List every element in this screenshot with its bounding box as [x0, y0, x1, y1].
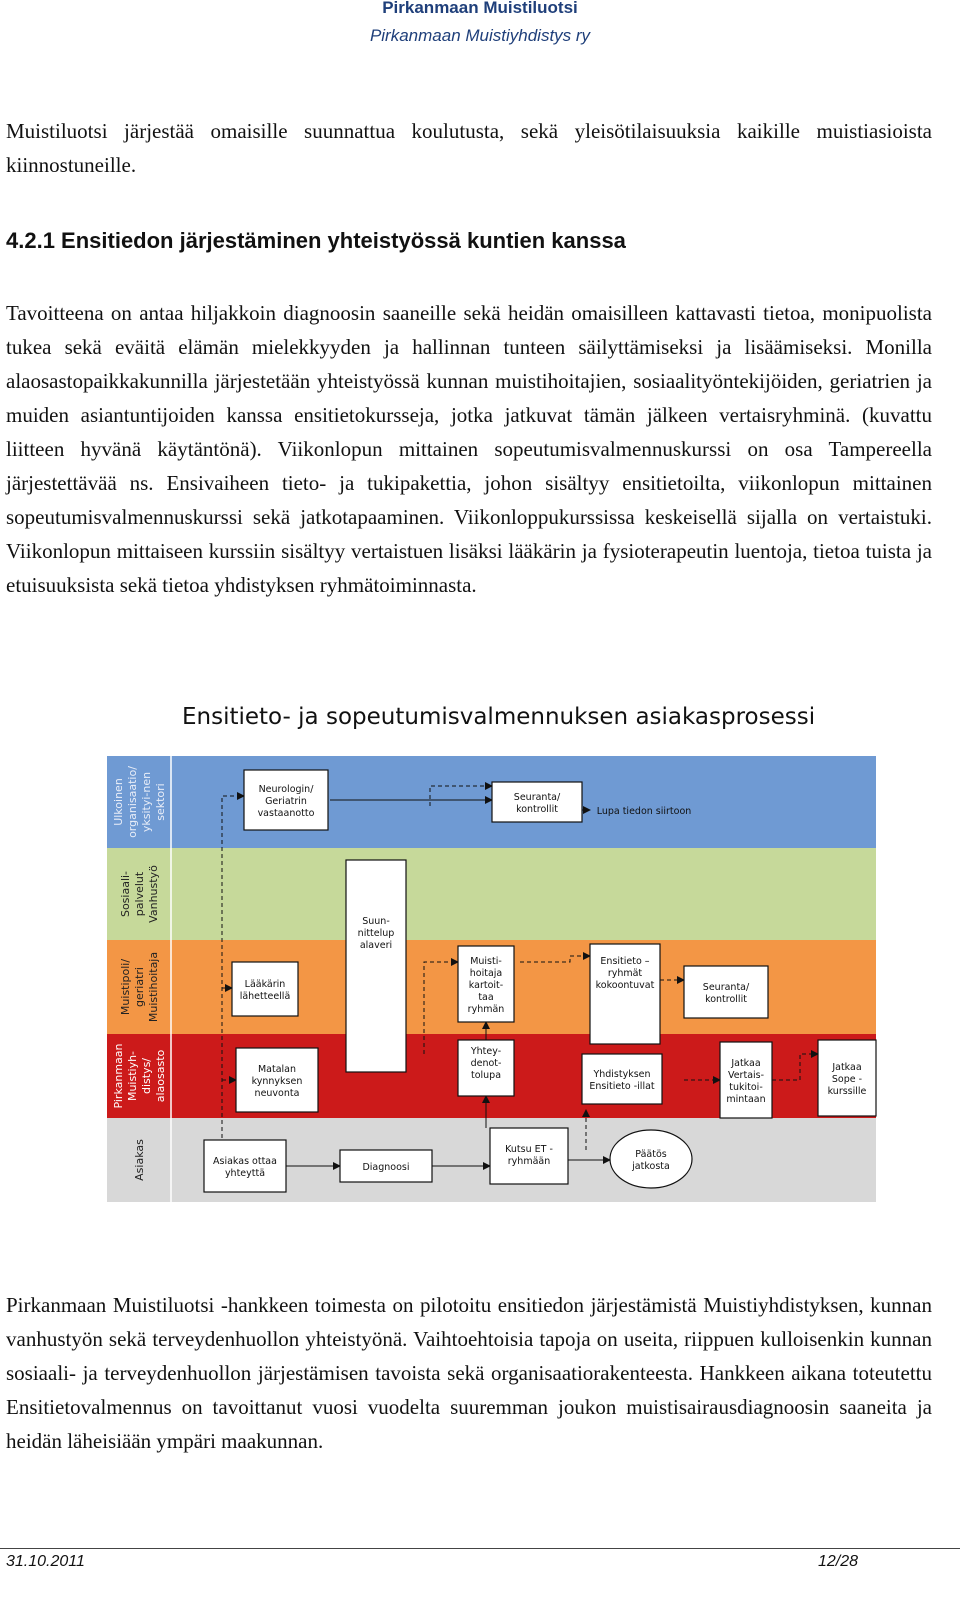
box-label: tukitoi- — [729, 1082, 763, 1093]
adaptation-course-box — [818, 1040, 876, 1116]
swimlane-label: Muistiyh- — [126, 1050, 139, 1102]
box-label: Lääkärin — [244, 979, 286, 990]
peer-support-box — [720, 1042, 772, 1118]
box-label: Seuranta/ — [702, 982, 750, 993]
box-label: Vertais- — [727, 1070, 765, 1081]
box-label: Päätös — [635, 1149, 667, 1160]
section-paragraph: Tavoitteena on antaa hiljakkoin diagnoosin saaneille sekä heidän omaisilleen kattavasti tietoa, monipuolista tukea sekä eväitä elämän mielekkyyden ja hallinnan tunteen säilyttämiseksi ja lisäämiseksi. Monilla alaosastopaikkakunnilla järjestetään yhteistyössä kunnan muistihoitajien, sosiaalityöntekijöiden, geriatrien ja muiden asiantuntijoiden kanssa ensitietokursseja, jotka jatkuvat tämän jälkeen vertaisryhminä. (kuvattu liitteen hyvänä käytäntönä). Viikonlopun mittainen sopeutumisvalmennuskurssi on osa Tampereella järjestettävää ns. Ensivaiheen tieto- ja tukipakettia, johon sisältyy ensitietoilta, viikonlopun mittainen sopeutumisvalmennuskurssi sekä jatkotapaaminen. Viikonloppukurssissa keskeisellä sijalla on vertaistuki. Viikonlopun mittaiseen kurssiin sisältyy vertaistuen lisäksi lääkärin ja fysioterapeutin luentoja, tietoa tuista ja etuisuuksista sekä tietoa yhdistyksen ryhmätoiminnasta. — [6, 301, 932, 597]
box-label: Sope - — [831, 1074, 863, 1085]
swimlane-label: organisaatio/ — [126, 766, 139, 838]
swimlane-label: sektori — [154, 783, 167, 821]
box-label: jatkosta — [632, 1161, 670, 1172]
box-label: vastaanotto — [257, 808, 315, 819]
swimlane-label: Muistihoitaja — [147, 951, 160, 1023]
doctor-referral-box — [232, 962, 298, 1016]
swimlane-label: geriatri — [133, 967, 146, 1007]
box-label: tolupa — [470, 1070, 502, 1081]
box-label: kartoit- — [468, 980, 504, 991]
box-label: Ensitieto – — [600, 956, 650, 967]
swimlane-label: Sosiaali- — [119, 870, 132, 918]
box-label: Seuranta/ — [513, 792, 561, 803]
swimlane-label: distys/ — [140, 1057, 153, 1095]
diagram-title: Ensitieto- ja sopeutumisvalmennuksen asiakasprosessi — [182, 704, 816, 730]
box-label: Ensitieto -illat — [589, 1081, 655, 1092]
box-label: Yhtey- — [470, 1046, 502, 1057]
page-footer — [0, 1548, 960, 1589]
memory-nurse-box — [458, 946, 514, 1022]
swimlane-label: alaosasto — [154, 1049, 167, 1103]
header-title: Pirkanmaan Muistiluotsi — [382, 0, 578, 17]
box-label: neuvonta — [254, 1088, 300, 1099]
header-subtitle: Pirkanmaan Muistiyhdistys ry — [369, 26, 591, 45]
footer-page-number: 12/28 — [818, 1553, 859, 1570]
box-label: Neurologin/ — [258, 784, 314, 795]
closing-paragraph: Pirkanmaan Muistiluotsi -hankkeen toimesta on pilotoitu ensitiedon järjestämistä Muistiyhdistyksen, kunnan vanhustyön sekä terveydenhuollon yhteistyönä. Vaihtoehtoisia tapoja on useita, riippuen kulloisenkin kunnan sosiaali- ja terveydenhuollon järjestämisen tavoista sekä organisaatiorakenteesta. Hankkeen aikana toteutettu Ensitietovalmennus on tavoittanut vuosi vuodelta suuremman joukon muistisairausdiagnoosin saaneita ja heidän läheisiään ympäri maakunnan. — [6, 1293, 932, 1453]
swimlane-label: Ulkoinen — [112, 778, 125, 826]
swimlane-label: palvelut — [133, 871, 146, 917]
client-contact-box — [204, 1140, 286, 1192]
followup-external-box — [492, 782, 582, 822]
contact-permission-box — [458, 1040, 514, 1096]
group-invite-box — [490, 1128, 568, 1184]
box-label: Yhdistyksen — [593, 1069, 651, 1080]
intro-paragraph: Muistiluotsi järjestää omaisille suunnattua koulutusta, sekä yleisötilaisuuksia kaikille muistiasioista kiinnostuneille. — [6, 119, 932, 177]
box-label: Jatkaa — [731, 1058, 761, 1069]
box-label: Asiakas ottaa — [213, 1156, 277, 1167]
box-outline — [346, 860, 406, 1072]
planning-meeting-box — [346, 860, 406, 1072]
box-label: ryhmän — [467, 1004, 505, 1015]
followup-clinic-box — [684, 966, 768, 1018]
box-label: Geriatrin — [265, 796, 307, 807]
box-label: denot- — [470, 1058, 502, 1069]
box-label: alaveri — [359, 940, 393, 951]
data-transfer-permission-label — [597, 806, 692, 817]
box-label: kynnyksen — [251, 1076, 303, 1087]
box-label: ryhmät — [607, 968, 643, 979]
box-label: mintaan — [726, 1094, 766, 1105]
first-info-groups-box — [590, 944, 660, 1044]
box-label: kontrollit — [516, 804, 558, 815]
association-evenings-box — [582, 1054, 662, 1104]
swimlane-label: Asiakas — [133, 1139, 146, 1181]
section-heading: 4.2.1 Ensitiedon järjestäminen yhteistyössä kuntien kanssa — [6, 228, 626, 253]
box-label: Kutsu ET - — [505, 1144, 553, 1155]
box-label: Suun- — [362, 916, 390, 927]
swimlane-label: yksityi-nen — [140, 771, 153, 833]
box-label: ryhmään — [507, 1156, 551, 1167]
box-label: kontrollit — [705, 994, 747, 1005]
swimlane-label: Pirkanmaan — [112, 1043, 125, 1109]
diagnosis-box — [340, 1150, 432, 1182]
box-label: yhteyttä — [224, 1168, 266, 1179]
box-label: nittelup — [357, 928, 395, 939]
box-label: lähetteellä — [239, 991, 291, 1002]
swimlane-label: Vanhustyö — [147, 865, 160, 923]
box-label: Lupa tiedon siirtoon — [596, 806, 692, 817]
swimlane-label: Muistipoli/ — [119, 958, 132, 1016]
low-threshold-advice-box — [236, 1048, 318, 1112]
box-label: kokoontuvat — [595, 980, 655, 991]
box-label: Muisti- — [470, 956, 502, 967]
neurologist-visit-box — [244, 770, 328, 830]
decision-box — [610, 1130, 692, 1188]
box-label: Matalan — [257, 1064, 297, 1075]
footer-date: 31.10.2011 — [6, 1553, 85, 1570]
box-label: hoitaja — [469, 968, 503, 979]
box-label: Jatkaa — [832, 1062, 862, 1073]
box-label: taa — [478, 992, 494, 1003]
box-label: Diagnoosi — [362, 1162, 410, 1173]
box-label: kurssille — [827, 1086, 867, 1097]
